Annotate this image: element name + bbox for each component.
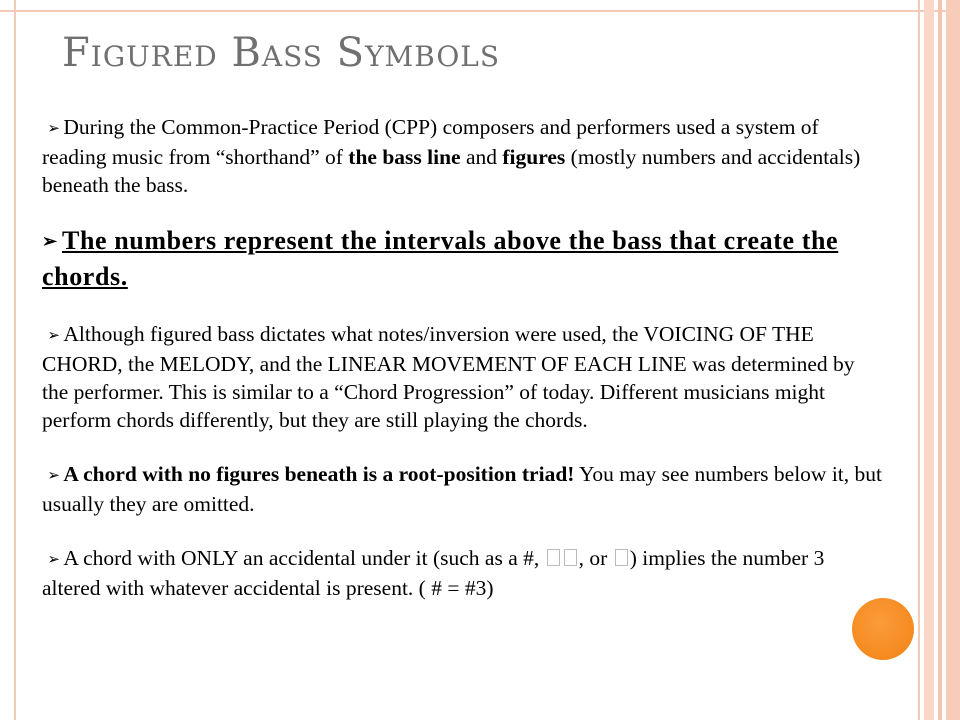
- slide-body: [42, 113, 882, 602]
- bullet-arrow-icon: ➢: [42, 231, 58, 251]
- missing-glyph-box: [564, 549, 577, 566]
- bullet-arrow-icon: ➢: [47, 121, 60, 137]
- paragraph-text: You may see numbers below it, but usually they are omitted.: [42, 462, 882, 516]
- bold-text: figures: [502, 145, 566, 169]
- frame-top-line: [0, 10, 960, 12]
- bold-text: A chord with no figures beneath is a root-position triad!: [63, 462, 575, 486]
- bullet-arrow-icon: ➢: [47, 468, 60, 484]
- bold-text: the bass line: [348, 145, 461, 169]
- bullet-paragraph: [42, 460, 882, 518]
- bullet-arrow-icon: ➢: [47, 328, 60, 344]
- bullet-paragraph: [42, 544, 882, 602]
- paragraph-text: During the Common-Practice Period (CPP) composers and performers used a system of reading music from “shorthand” of: [42, 115, 819, 169]
- paragraph-text: ) implies the number 3 altered with whatever accidental is present. ( # = #3): [42, 546, 825, 600]
- bullet-paragraph: [42, 113, 882, 199]
- paragraph-text: and: [460, 145, 503, 169]
- frame-left-line: [14, 0, 16, 720]
- right-stripe: [946, 0, 960, 720]
- bullet-arrow-icon: ➢: [47, 552, 60, 568]
- right-stripe: [924, 0, 934, 720]
- bullet-paragraph-emphasis: [42, 223, 882, 294]
- paragraph-text: The numbers represent the intervals above the bass that create the chords.: [42, 226, 839, 291]
- paragraph-text: (mostly numbers and accidentals) beneath the bass.: [42, 145, 861, 197]
- decorative-circle: [852, 598, 914, 660]
- missing-glyph-box: [547, 549, 560, 566]
- right-stripe: [918, 0, 920, 720]
- missing-glyph-box: [615, 549, 628, 566]
- paragraph-text: , or: [578, 546, 613, 570]
- bullet-paragraph: [42, 320, 882, 434]
- right-stripe: [938, 0, 942, 720]
- paragraph-text: Although figured bass dictates what notes/inversion were used, the VOICING OF THE CHORD, the MELODY, and the LINEAR MOVEMENT OF EACH LINE was determined by the performer. This is similar to a “Chord Progression” of today. Different musicians might perform chords differently, but they are still playing the chords.: [42, 322, 855, 432]
- paragraph-text: A chord with ONLY an accidental under it (such as a #,: [63, 546, 545, 570]
- slide-title: Figured Bass Symbols: [62, 30, 501, 76]
